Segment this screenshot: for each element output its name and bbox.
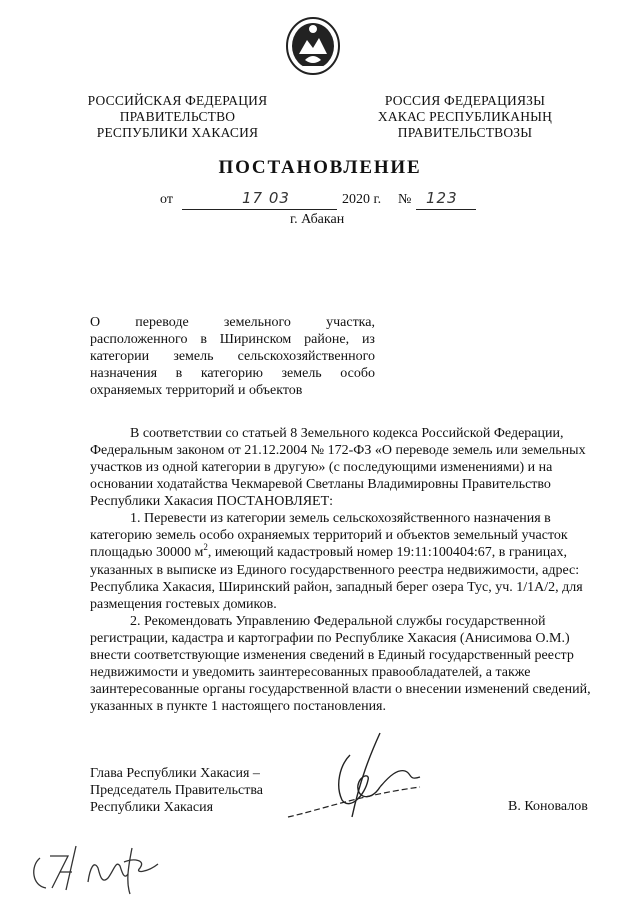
document-title: ПОСТАНОВЛЕНИЕ [218, 157, 422, 178]
header-right-line: ПРАВИТЕЛЬСТВОЗЫ [397, 125, 533, 140]
body-line [90, 544, 598, 562]
header-left-line: РОССИЙСКАЯ ФЕДЕРАЦИЯ [87, 93, 268, 108]
number-label: № [398, 192, 412, 207]
position-line: Председатель Правительства [90, 783, 263, 798]
word: земель [173, 349, 214, 364]
header-left [70, 93, 285, 141]
coat-of-arms-emblem [285, 16, 341, 76]
date-underline [182, 209, 337, 210]
body-line: внести соответствующие изменения сведений в Единый государственный реестр [90, 648, 574, 663]
body-line: В соответствии со статьей 8 Земельного кодекса Российской Федерации, [130, 426, 564, 441]
subject-block [90, 314, 375, 399]
body-line: регистрации, кадастра и картографии по Республике Хакасия (Анисимова О.М.) [90, 631, 570, 646]
word: районе, [304, 332, 350, 347]
body-line: размещения гостевых домиков. [90, 597, 277, 612]
signatory-name: В. Коновалов [508, 799, 588, 814]
subject-line: охраняемых территорий и объектов [90, 383, 303, 398]
body-line: участков из одной категории в другую» (с последующими изменениями) и на [90, 460, 553, 475]
signatory-position [90, 765, 263, 816]
subject-line [90, 348, 375, 365]
handwritten-initials [28, 838, 178, 898]
subject-line [90, 331, 375, 348]
number-underline [416, 209, 476, 210]
body-line: 1. Перевести из категории земель сельскохозяйственного назначения в [130, 511, 551, 526]
word: расположенного [90, 332, 188, 347]
position-line: Глава Республики Хакасия – [90, 766, 260, 781]
body-line: указанных в выписке из Единого государственного реестра недвижимости, адрес: [90, 563, 580, 578]
word: назначения [90, 366, 158, 381]
header-right-line: РОССИЯ ФЕДЕРАЦИЯЗЫ [384, 93, 546, 108]
handwritten-date: 17 03 [242, 189, 290, 207]
body-line: Республика Хакасия, Ширинский район, западный берег озера Тус, уч. 1/1А/2, для [90, 580, 583, 595]
header-right [365, 93, 565, 141]
body-line: указанных в пункте 1 настоящего постановления. [90, 699, 386, 714]
area-superscript: 2 [203, 542, 208, 552]
word: земель [281, 366, 322, 381]
header-left-line: РЕСПУБЛИКИ ХАКАСИЯ [96, 125, 259, 140]
word: земельного [223, 315, 291, 330]
body-line: категорию земель особо охраняемых территорий и объектов земельный участок [90, 528, 568, 543]
word: особо [340, 366, 375, 381]
word: сельскохозяйственного [237, 349, 375, 364]
word: в [200, 332, 207, 347]
word: категории [90, 349, 150, 364]
word: участка, [326, 315, 375, 330]
from-label: от [160, 192, 173, 207]
cadastral-text: , имеющий кадастровый номер 19:11:100404:67, в границах, [207, 545, 567, 560]
position-line: Республики Хакасия [90, 800, 214, 815]
word: в [175, 366, 183, 381]
word: Ширинском [219, 332, 292, 347]
body-line: Республики Хакасия ПОСТАНОВЛЯЕТ: [90, 494, 334, 509]
word: переводе [135, 315, 189, 330]
handwritten-signature [280, 725, 430, 825]
header-right-line: ХАКАС РЕСПУБЛИКАНЫҢ [377, 109, 553, 124]
body-line: заинтересованные органы государственной власти о внесении изменений сведений, [90, 682, 591, 697]
body-line: основании ходатайства Чекмаревой Светланы Владимировны Правительство [90, 477, 551, 492]
city: г. Абакан [290, 212, 345, 227]
body-line: недвижимости и уведомить заинтересованных правообладателей, а также [90, 665, 531, 680]
body-line: 2. Рекомендовать Управлению Федеральной службы государственной [130, 614, 546, 629]
subject-line [90, 314, 375, 331]
handwritten-number: 123 [426, 189, 458, 207]
subject-line [90, 365, 375, 382]
area-text: площадью 30000 м [90, 545, 204, 560]
body-line: Федеральным законом от 21.12.2004 № 172-ФЗ «О переводе земель или земельных [90, 443, 586, 458]
year-label: 2020 г. [342, 192, 382, 207]
header-left-line: ПРАВИТЕЛЬСТВО [119, 109, 236, 124]
word: О [90, 315, 101, 330]
word: категорию [200, 366, 263, 381]
document-body [90, 425, 598, 715]
word: из [361, 332, 375, 347]
